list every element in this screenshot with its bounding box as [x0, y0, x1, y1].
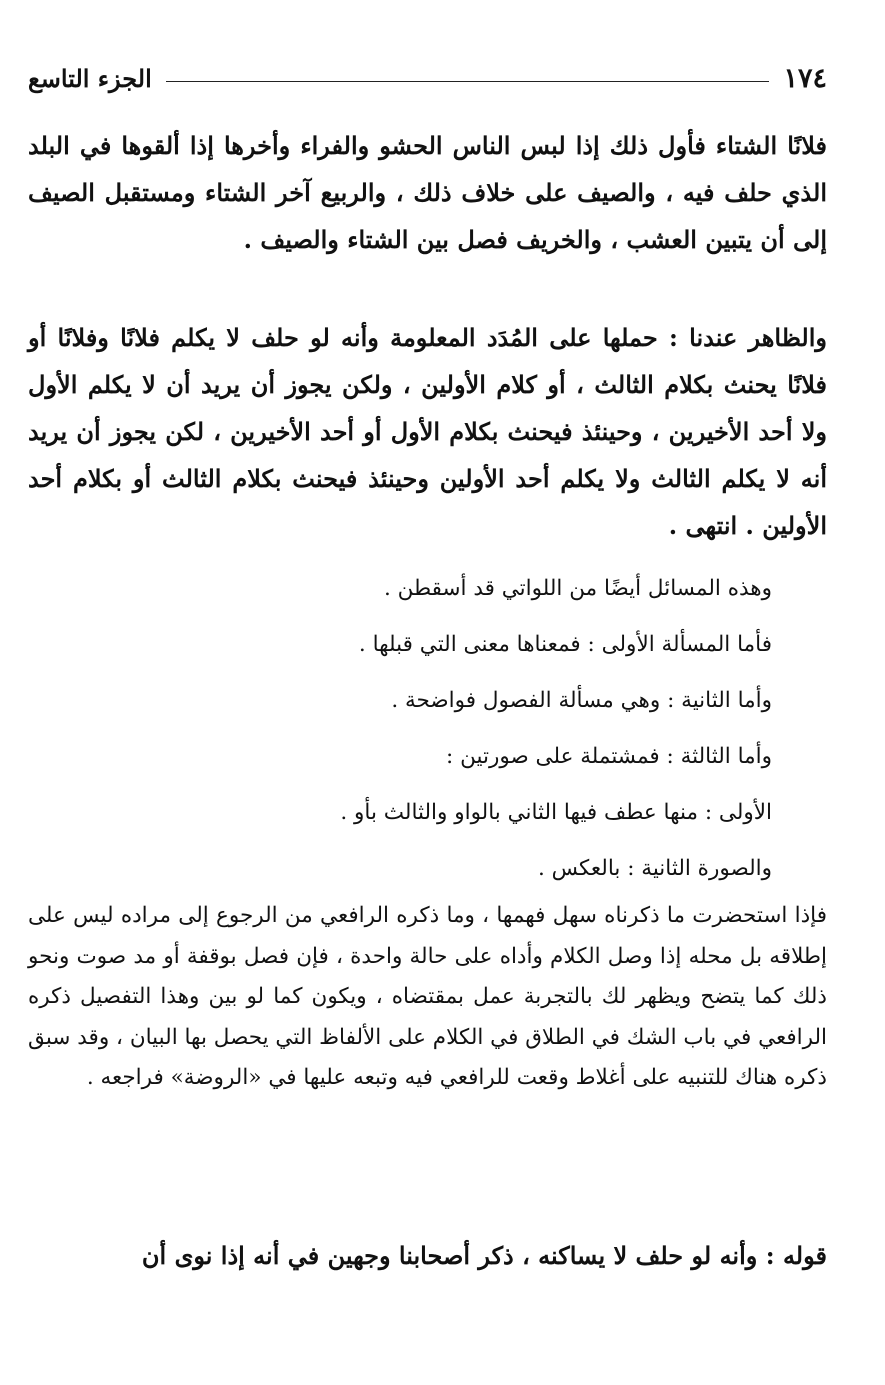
- paragraph-explanation: فإذا استحضرت ما ذكرناه سهل فهمها ، وما ذكره الرافعي من الرجوع إلى مراده ليس على إطلاقه بل محله إذا وصل الكلام وأداه على حالة واحدة ، فإن فصل بوقفة أو مد صوت ونحو ذلك كما يتضح ويظهر لك بالتجربة عمل بمقتضاه ، ويكون كما لو بين وهذا التفصيل ذكره الرافعي في باب الشك في الطلاق في الكلام على الألفاظ التي يحصل بها البيان ، وقد سبق ذكره هناك للتنبيه على أغلاط وقعت للرافعي فيه وتبعه عليها في «الروضة» فراجعه .: [28, 903, 827, 1090]
- paragraph-quote: قوله : وأنه لو حلف لا يساكنه ، ذكر أصحابنا وجهين في أنه إذا نوى أن: [141, 1241, 827, 1270]
- running-header: [28, 58, 827, 98]
- issue-line: وهذه المسائل أيضًا من اللواتي قد أسقطن .: [384, 576, 772, 601]
- issue-line: الأولى : منها عطف فيها الثاني بالواو والثالث بأو .: [340, 800, 772, 825]
- header-rule: [166, 81, 770, 82]
- page-number: ١٧٤: [783, 62, 827, 94]
- volume-title: الجزء التاسع: [28, 63, 152, 93]
- issue-line: وأما الثالثة : فمشتملة على صورتين :: [446, 744, 772, 769]
- issue-list: [60, 561, 772, 897]
- paragraph-seasons: فلانًا الشتاء فأول ذلك إذا لبس الناس الحشو والفراء وأخرها إذا ألقوها في البلد الذي حلف فيه ، والصيف على خلاف ذلك ، والربيع آخر الشتاء ومستقبل الصيف إلى أن يتبين العشب ، والخريف فصل بين الشتاء والصيف .: [28, 131, 828, 254]
- paragraph-opinion: والظاهر عندنا : حملها على المُدَد المعلومة وأنه لو حلف لا يكلم فلانًا وفلانًا أو فلانًا يحنث بكلام الثالث ، أو كلام الأولين ، ولكن يجوز أن يريد أن لا يكلم الأول ولا أحد الأخيرين ، وحينئذ فيحنث بكلام الأول أو أحد الأخيرين ، لكن يجوز أن يريد أنه لا يكلم الثالث ولا يكلم أحد الأولين وحينئذ فيحنث بكلام الثالث أو بكلام أحد الأولين . انتهى .: [28, 323, 827, 540]
- issue-line: فأما المسألة الأولى : فمعناها معنى التي قبلها .: [358, 632, 772, 657]
- issue-line: وأما الثانية : وهي مسألة الفصول فواضحة .: [391, 688, 772, 713]
- issue-line: والصورة الثانية : بالعكس .: [537, 856, 772, 881]
